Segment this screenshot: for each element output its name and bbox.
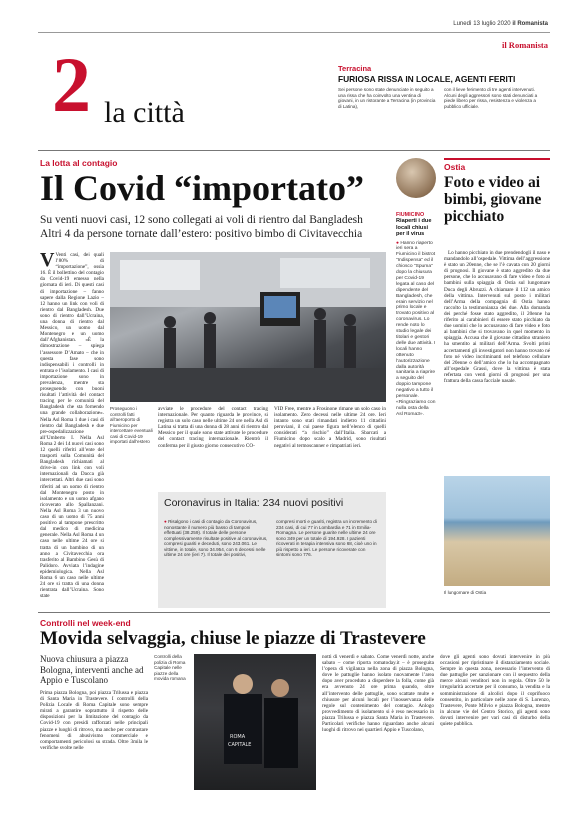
- police-photo-caption: Controlli della polizia di Roma Capitale nelle piazze della movida romana: [154, 654, 186, 681]
- main-body-col-2: [158, 406, 268, 478]
- sidebar-text: [396, 241, 436, 418]
- airport-photo-caption: Proseguono i controlli fatti all’aeroporto di Fiumicino per intercettare eventuali casi di Covid-19 importati dall’estero: [110, 406, 153, 444]
- weekend-body-text-1: Prima piazza Bologna, poi piazza Trilussa e piazza di Santa Maria in Trastevere. I controlli della Polizia Locale di Roma Capitale sono sempre mirati a garantire soprattutto il rispetto delle disposizioni per la limitazione del contagio da Covid-19 con presidi rafforzati nelle principali piazze e luoghi di ritrovo, ma anche per contrastare fenomeni di abusivismo commerciale e comportamenti pericolosi su strada. Oltre 3mila le verifiche svolte nelle: [40, 690, 148, 751]
- italy-box-text-2: compresi morti e guariti, registra un incremento di 234 casi, di cui 77 in Lombardia e 71 in Emilia-Romagna. Le persone guarite nelle ultime 24 ore sono 349 per un totale di 194.928. I pazienti ricoverati in terapia intensiva sono 68, cioè uno in più rispetto a ieri. Le persone ricoverate con sintomi sono 776.: [276, 519, 377, 557]
- weekend-subtitle: Nuova chiusura a piazza Bologna, interventi anche ad Appio e Tuscolano: [40, 654, 144, 685]
- main-body-text-1: Venti casi, dei quali l’80% di “importazione”, ossia 16. È il bollettino del contagio da Covid-19 emesso nella giornata di ieri. Di questi casi di importazione – fanno sapere dalla Regione Lazio – 12 hanno un link con voli di rientro dal Bangladesh. Due sono di rientro dall’Ucraina, una donna di rientro dal Messico, un uomo dal Montenegro e un uomo dall’Afghanistan. «È la dimostrazione – spiega l’assessore D’Amato – che in questa fase sono indispensabili i controlli in entrata e l’isolamento. I casi di importazione sono in prevalenza, mentre sta proseguendo con buoni risultati l’attività del contact tracing per le comunità del Bangladesh che sta fornendo una grande collaborazione». Nella Asl Roma 1 due i casi di rientro dal Bangladesh e due pre-ospedalizzazione all’Umberto I. Nella Asl Roma 2 dei 14 nuovi casi sono 12 quelli riferiti all’ente del trasporti sulla Comunità del Bangladesh richiamati al drive-in con link con voli internazionali da Dacca già intercettati. Altri due casi sono riferiti ad un uomo di rientro dal Montenegro posto in isolamento e un uomo afgano ricoverato allo Spallanzani. Nella Asl Roma 3 un nuovo caso di un uomo di 75 anni positivo al tampone prescritto dal medico di medicina generale. Nella Asl Roma 4 un caso nelle ultime 24 ore si tratta di un bambino di un anno a Civitavecchia ora trasferito al Bambino Gesù di Palidoro. Avviata l’indagine epidemiologica. Nella Asl Roma 6 un caso nelle ultime 24 ore si tratta di una donna rientrata dall’Ucraina. Sono state: [40, 252, 104, 600]
- ostia-kicker: Ostia: [444, 162, 466, 172]
- italy-box: [158, 492, 386, 608]
- weekend-kicker: Controlli nel week-end: [40, 618, 131, 628]
- weekend-body-col-1: [40, 690, 148, 790]
- fiumicino-sidebar: [396, 212, 436, 418]
- weekend-body-text-2: notti di venerdì e sabato. Come venerdì notte, anche sabato – come riporta romatoday.it – è proseguita l’opera di vigilanza nella zona di piazza Bologna, dove le pattuglie hanno isolato nuovamente l’area dopo aver proceduto a disperdere la folla, come già era avvenuto 24 ore prima quando, oltre all’intervento delle pattuglie, sono scattate multe e chiusure per alcuni locali per l’inosservanza delle regole sul contenimento del contagio. Anlogo provvedimento di isolamento si è reso necessario in piazza Trilussa e piazza Santa Maria in Trastevere. Particolari verifiche hanno riguardato anche alcuni luoghi di ritrovo nei quartieri Appio e Tuscolano,: [322, 654, 434, 734]
- ostia-photo: [444, 476, 550, 586]
- sidebar-title: Riaperti i due locali chiusi per il virus: [396, 218, 432, 237]
- main-subtitle: Su venti nuovi casi, 12 sono collegati ai voli di rientro dal Bangladesh Altri 4 da persone tornate dall’estero: positivo bimbo di Civitavecchia: [40, 214, 363, 240]
- masthead-date-line: [386, 21, 548, 27]
- terracina-teaser: [338, 64, 548, 140]
- weekend-headline: Movida selvaggia, chiuse le piazze di Trastevere: [40, 628, 426, 649]
- weekend-body-text-3: dove gli agenti sono dovuti intervenire in più occasioni per ripristinare il distanziamento sociale. Sempre in questa zona, necessario l’intervento di due pattuglie per sanzionare con il sequestro della merce alcuni venditori non in regola. Oltre 50 le irregolarità accertate per il consumo, la vendita e la somministrazione di alcolici dopo il coprifuoco consentito, in particolare nelle zone di S. Lorenzo, Trastevere, Ponte Milvio e piazza Bologna, mentre in alcune vie del Centro Storico, gli agenti sono dovuti intervenire per vari casi di disturbo della quiete pubblica.: [440, 654, 550, 728]
- ostia-headline: Foto e video ai bimbi, giovane picchiato: [444, 174, 542, 225]
- police-photo: [194, 654, 316, 790]
- ostia-body: [444, 250, 550, 470]
- airport-photo-art: [110, 252, 386, 402]
- weekend-divider: [38, 612, 550, 613]
- masthead-brand: il Romanista: [512, 21, 548, 27]
- section-number: 2: [52, 41, 91, 128]
- weekend-body-col-3: [440, 654, 550, 790]
- main-body-col-3: [274, 406, 386, 478]
- italy-box-text-1: [164, 519, 268, 558]
- bullet-icon: ●: [164, 519, 167, 524]
- ostia-body-text: Lo hanno picchiato in due prendendogli il naso e mandandolo all’ospedale. Vittima dell’aggressione è stato un 20enne, che se l’è cavata con 20 giorni di prognosi. Il giovane è stato aggredito da due persone, che lo accusavano di fare video e foto ai bambini sulla spiaggia di Ostia sul lungomare Duca degli Abruzzi. A chiamare il 112 un amico della vittima. Intervenuti sul posto i militari dell’Arma della compagnia di Ostia hanno raccolto la testimonianza dei due. Alla domanda dei perché fosse stato aggredito, il 20enne ha riferito ai carabinieri di essere stato picchiato da due uomini che lo accusavano di fare video e foto ai bambini che si trovavano in quel momento in spiaggia. Accusa che il giovane cittadino straniero ha smentito ai militari dell’Arma. Svolti primi accertamenti gli investigatori non hanno trovato né foto né video incriminanti nel telefono cellulare del 20enne o dell’amico che lo ha accompagnato all’ospedale Grassi, dove la vittima è stata refertata con venti giorni di prognosi per una frattura della cassa facciale nasale.: [444, 250, 550, 384]
- ostia-photo-caption: Il lungomare di Ostia: [444, 590, 487, 595]
- main-body-col-1: [40, 252, 104, 608]
- teaser-title: FURIOSA RISSA IN LOCALE, AGENTI FERITI: [338, 74, 516, 84]
- main-kicker: La lotta al contagio: [40, 158, 118, 168]
- sidebar-kicker: FIUMICINO: [396, 212, 425, 218]
- sidebar-text-content: Hanno riaperto ieri sera a Fiumicino il bistrot “Indispensa” ed il chiosco “Spuma” dopo la chiusura per Covid-19 legata al caso del dipendente del Bangladesh, che erain servizio nel primo locale e trovato positivo al coronavirus. Lo rende noto lo studio legale dei titolari e gestori delle due attività. I locali hanno ottenuto l’autorizzazione dalla autorità sanitaria a riaprire a seguito del doppio tampone negativo a tutto il personale. «Ringraziamo con nulla osta della Asl Roma3».: [396, 240, 436, 417]
- masthead-rule: [38, 32, 550, 33]
- svg-text:ROMA: ROMA: [230, 734, 246, 740]
- airport-photo: [110, 252, 386, 402]
- svg-text:CAPITALE: CAPITALE: [228, 742, 252, 748]
- ostia-rule: [444, 158, 550, 160]
- section-brand: il Romanista: [501, 40, 548, 50]
- teaser-text-1: Sei persone sono state denunciate in seguito a una rissa che ha coinvolto una ventina di giovani, in un ristorante a Terracina (in provincia di Latina),: [338, 87, 436, 109]
- main-headline: Il Covid “importato”: [40, 168, 364, 208]
- italy-box-title: Coronavirus in Italia: 234 nuovi positivi: [164, 497, 344, 509]
- drop-cap: V: [40, 252, 55, 271]
- issue-date: Lunedì 13 luglio 2020: [453, 21, 511, 27]
- bullet-icon: ●: [396, 240, 399, 246]
- main-body-text-3: VID Free, mentre a Frosinone rimane un solo caso in isolamento. Zero decessi nelle ultime 24 ore. Ieri intanto sono stati rimandati indietro 11 cittadini peruviani, il cui paese figura nell’elenco di quelli considerati “a rischio” dall’Italia. Sbarcati a Fiumicino dopo scalo a Madrid, sono risultati negativi al termoscanner e rimpatriati ieri.: [274, 406, 386, 449]
- teaser-kicker: Terracina: [338, 64, 372, 73]
- section-name: la città: [104, 96, 185, 129]
- teaser-text-2: con il lieve ferimento di tre agenti intervenuti. Alcuni degli aggressori sono stati denunciati a piede libero per rissa, resistenza e violenza a pubblico ufficiale.: [444, 87, 538, 109]
- police-photo-art: [194, 654, 316, 790]
- fiumicino-photo: [396, 158, 436, 198]
- weekend-body-col-2: [322, 654, 434, 790]
- header-divider: [38, 150, 550, 151]
- main-body-text-2: avviate le procedure del contact tracing internazionale. Per quanto riguarda le province, si registra un solo caso nelle ultime 24 ore nella Asl di Latina si tratta di una donna di 28 anni di rientro dal Messico per il quale sono state attivate le procedure del contact tracing internazionale. Rientrò il conferma per il giusto giorno consecutivo CO-: [158, 406, 268, 449]
- italy-box-text-1-content: Risalgono i casi di contagio da Coronavirus, nonostante il numero più basso di tamponi effettuati (38.259). Il totale delle persone complessivamente risultate positive al coronavirus, compresi guariti e deceduti, sono 243.061. Le vittime, in totale, sono 34.954, con 6 decessi nelle ultime 24 ore (ieri 7). Il totale dei positivi,: [164, 519, 268, 557]
